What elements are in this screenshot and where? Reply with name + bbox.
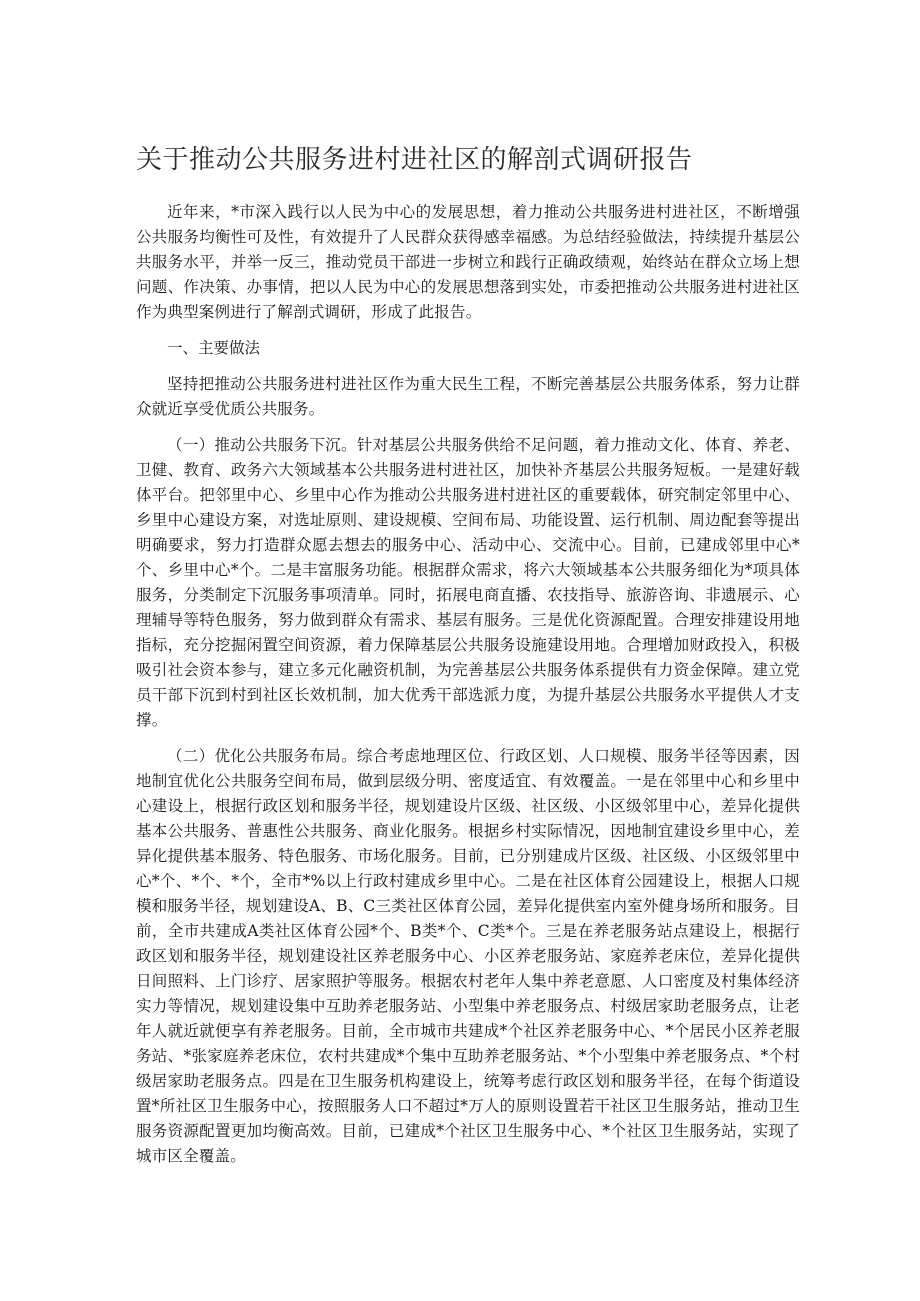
item-one-paragraph: （一）推动公共服务下沉。针对基层公共服务供给不足问题，着力推动文化、体育、养老、卫健、教育、政务六大领域基本公共服务进村进社区，加快补齐基层公共服务短板。一是建好载体平台。把邻里中心、乡里中心作为推动公共服务进村进社区的重要载体，研究制定邻里中心、乡里中心建设方案，对选址原则、建设规模、空间布局、功能设置、运行机制、周边配套等提出明确要求，努力打造群众愿去想去的服务中心、活动中心、交流中心。目前，已建成邻里中心*个、乡里中心*个。二是丰富服务功能。根据群众需求，将六大领域基本公共服务细化为*项具体服务，分类制定下沉服务事项清单。同时，拓展电商直播、农技指导、旅游咨询、非遗展示、心理辅导等特色服务，努力做到群众有需求、基层有服务。三是优化资源配置。合理安排建设用地指标，充分挖掘闲置空间资源，着力保障基层公共服务设施建设用地。合理增加财政投入，积极吸引社会资本参与，建立多元化融资机制，为完善基层公共服务体系提供有力资金保障。建立党员干部下沉到村到社区长效机制，加大优秀干部选派力度，为提升基层公共服务水平提供人才支撑。 — [136, 436, 800, 729]
section-lead-paragraph: 坚持把推动公共服务进村进社区作为重大民生工程，不断完善基层公共服务体系，努力让群众就近享受优质公共服务。 — [136, 375, 800, 418]
document-page — [136, 138, 800, 1180]
section-heading: 一、主要做法 — [167, 339, 261, 357]
intro-paragraph: 近年来，*市深入践行以人民为中心的发展思想，着力推动公共服务进村进社区，不断增强公共服务均衡性可及性，有效提升了人民群众获得感幸福感。为总结经验做法，持续提升基层公共服务水平，并举一反三，推动党员干部进一步树立和践行正确政绩观，始终站在群众立场上想问题、作决策、办事情，把以人民为中心的发展思想落到实处，市委把推动公共服务进村进社区作为典型案例进行了解剖式调研，形成了此报告。 — [136, 203, 800, 321]
document-title: 关于推动公共服务进村进社区的解剖式调研报告 — [136, 145, 693, 175]
item-two-paragraph: （二）优化公共服务布局。综合考虑地理区位、行政区划、人口规模、服务半径等因素，因地制宜优化公共服务空间布局，做到层级分明、密度适宜、有效覆盖。一是在邻里中心和乡里中心建设上，根据行政区划和服务半径，规划建设片区级、社区级、小区级邻里中心，差异化提供基本公共服务、普惠性公共服务、商业化服务。根据乡村实际情况，因地制宜建设乡里中心，差异化提供基本服务、特色服务、市场化服务。目前，已分别建成片区级、社区级、小区级邻里中心*个、*个、*个，全市*%以上行政村建成乡里中心。二是在社区体育公园建设上，根据人口规模和服务半径，规划建设A、B、C三类社区体育公园，差异化提供室内室外健身场所和服务。目前，全市共建成A类社区体育公园*个、B类*个、C类*个。三是在养老服务站点建设上，根据行政区划和服务半径，规划建设社区养老服务中心、小区养老服务站、家庭养老床位，差异化提供日间照料、上门诊疗、居家照护等服务。根据农村老年人集中养老意愿、人口密度及村集体经济实力等情况，规划建设集中互助养老服务站、小型集中养老服务点、村级居家助老服务点，让老年人就近就便享有养老服务。目前，全市城市共建成*个社区养老服务中心、*个居民小区养老服务站、*张家庭养老床位，农村共建成*个集中互助养老服务站、*个小型集中养老服务点、*个村级居家助老服务点。四是在卫生服务机构建设上，统筹考虑行政区划和服务半径，在每个街道设置*所社区卫生服务中心，按照服务人口不超过*万人的原则设置若干社区卫生服务站，推动卫生服务资源配置更加均衡高效。目前，已建成*个社区卫生服务中心、*个社区卫生服务站，实现了城市区全覆盖。 — [136, 747, 800, 1165]
